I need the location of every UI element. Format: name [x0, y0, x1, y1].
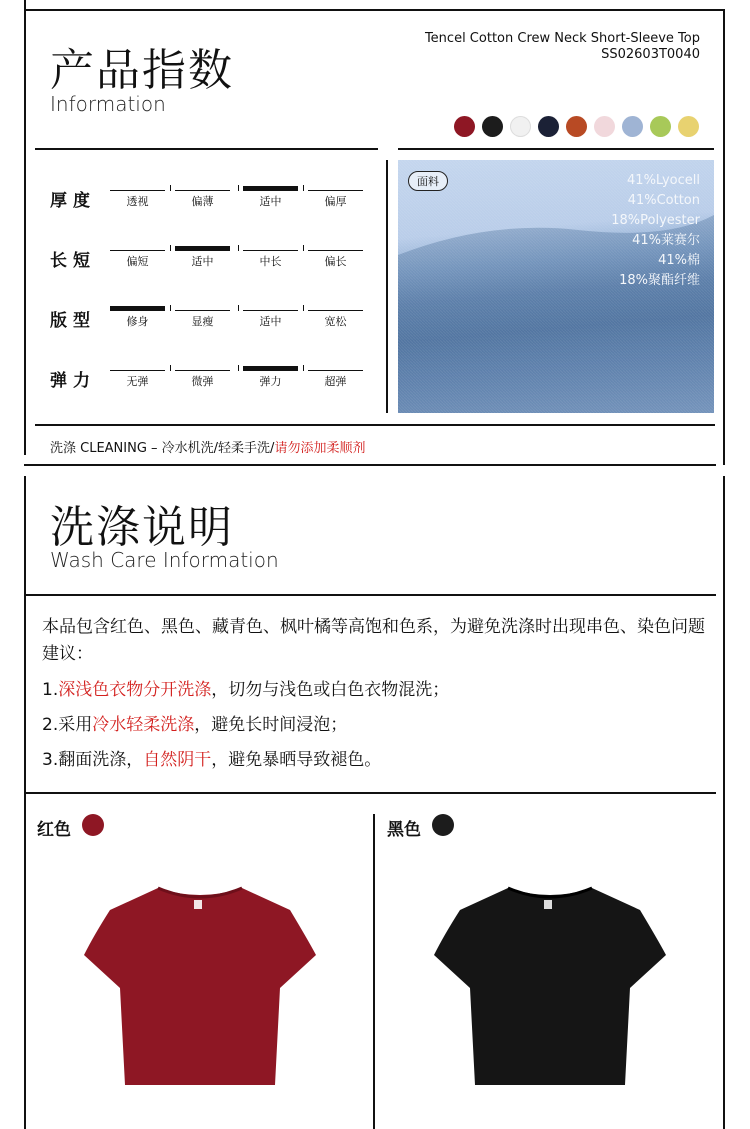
index-option — [175, 370, 230, 389]
info-divider-right — [398, 148, 714, 150]
wash-tip-3 — [42, 747, 381, 774]
index-option-label: 显瘦 — [191, 315, 214, 328]
index-bar — [110, 250, 165, 251]
index-option-label: 适中 — [191, 255, 214, 268]
color-swatch[interactable] — [650, 116, 671, 137]
index-tick — [170, 365, 171, 371]
fabric-image — [398, 160, 714, 413]
color-column-divider — [373, 814, 375, 1129]
fabric-composition — [611, 171, 700, 291]
cleaning-top-line — [35, 424, 715, 426]
wash-title-cn: 洗涤说明 — [50, 502, 234, 553]
tip3-highlight: 自然阴干 — [143, 750, 212, 770]
index-option — [308, 370, 363, 389]
index-option — [110, 306, 165, 329]
composition-line: 18%Polyester — [611, 213, 700, 228]
index-bar — [308, 190, 363, 191]
product-sku: SS02603T0040 — [601, 47, 700, 62]
composition-line: 41%Cotton — [627, 193, 700, 208]
index-option-label: 偏厚 — [324, 195, 347, 208]
frame-right-mid — [723, 476, 725, 1129]
index-tick — [238, 245, 239, 251]
info-divider-left — [35, 148, 378, 150]
tshirt-image-black[interactable] — [430, 880, 670, 1092]
wash-tip-1 — [42, 677, 449, 704]
index-option-label: 修身 — [126, 315, 149, 328]
color-swatch[interactable] — [622, 116, 643, 137]
index-tick — [238, 365, 239, 371]
index-option — [243, 366, 298, 389]
color-swatch[interactable] — [566, 116, 587, 137]
tip2-suffix: ，避免长时间浸泡； — [194, 715, 348, 735]
index-option-label: 宽松 — [324, 315, 347, 328]
frame-left-top — [24, 0, 26, 455]
wash-tip-2 — [42, 712, 347, 739]
tip1-prefix: 1. — [42, 680, 59, 700]
index-label: 长短 — [50, 251, 96, 271]
index-option-label: 偏薄 — [191, 195, 214, 208]
index-option — [175, 246, 230, 269]
index-label: 版型 — [50, 311, 96, 331]
index-bar — [175, 246, 230, 251]
index-tick — [303, 185, 304, 191]
tip2-highlight: 冷水轻柔洗涤 — [92, 715, 195, 735]
index-bar — [243, 366, 298, 371]
product-name: Tencel Cotton Crew Neck Short-Sleeve Top — [424, 31, 700, 46]
index-option-label: 适中 — [259, 195, 282, 208]
index-bar — [175, 310, 230, 311]
index-bar — [110, 190, 165, 191]
index-option-label: 弹力 — [259, 375, 282, 388]
index-option — [175, 190, 230, 209]
wash-title-en: Wash Care Information — [50, 548, 279, 572]
wash-intro: 本品包含红色、黑色、藏青色、枫叶橘等高饱和色系，为避免洗涤时出现串色、染色问题建议： — [42, 617, 705, 664]
composition-line: 41%棉 — [658, 253, 700, 268]
color-dot-red[interactable] — [82, 814, 104, 836]
info-title-cn: 产品指数 — [50, 45, 234, 96]
index-tick — [238, 305, 239, 311]
color-label-black: 黑色 — [387, 820, 421, 840]
color-swatch[interactable] — [538, 116, 559, 137]
index-option — [110, 190, 165, 209]
index-option-label: 偏短 — [126, 255, 149, 268]
product-info — [425, 31, 700, 63]
section-break-line — [24, 464, 716, 466]
index-tick — [238, 185, 239, 191]
index-option-label: 中长 — [259, 255, 282, 268]
index-option-label: 适中 — [259, 315, 282, 328]
cleaning-warning: 请勿添加柔顺剂 — [274, 441, 366, 456]
index-label: 弹力 — [50, 371, 96, 391]
index-bar — [175, 190, 230, 191]
index-tick — [170, 185, 171, 191]
color-swatch[interactable] — [594, 116, 615, 137]
index-option — [243, 250, 298, 269]
frame-left-mid — [24, 476, 26, 1129]
index-tick — [303, 245, 304, 251]
wash-bottom-line — [24, 792, 716, 794]
tip1-highlight: 深浅色衣物分开洗涤 — [58, 680, 212, 700]
index-bar — [308, 250, 363, 251]
index-bar — [308, 370, 363, 371]
index-option — [308, 250, 363, 269]
fabric-tag: 面料 — [408, 171, 448, 191]
frame-right-top — [723, 10, 725, 465]
index-option-label: 无弹 — [126, 375, 149, 388]
index-option — [110, 250, 165, 269]
index-bar — [175, 370, 230, 371]
index-tick — [170, 305, 171, 311]
index-option-label: 超弹 — [324, 375, 347, 388]
cleaning-text: 洗涤 CLEANING – 冷水机洗/轻柔手洗/ — [50, 441, 275, 456]
composition-line: 18%聚酯纤维 — [619, 273, 700, 288]
index-option — [110, 370, 165, 389]
wash-title-line — [24, 594, 716, 596]
frame-top-line — [24, 9, 725, 11]
tip3-prefix: 3.翻面洗涤， — [42, 750, 144, 770]
index-tick — [303, 365, 304, 371]
index-label: 厚度 — [50, 191, 96, 211]
color-swatch[interactable] — [678, 116, 699, 137]
index-bar — [243, 250, 298, 251]
info-title-en: Information — [50, 92, 166, 116]
index-bar — [110, 306, 165, 311]
index-option — [243, 310, 298, 329]
color-swatch[interactable] — [454, 116, 475, 137]
color-dot-black[interactable] — [432, 814, 454, 836]
index-option-label: 透视 — [126, 195, 149, 208]
index-option — [308, 310, 363, 329]
color-swatch[interactable] — [510, 116, 531, 137]
index-tick — [303, 305, 304, 311]
index-fabric-divider — [386, 160, 388, 413]
index-bar — [110, 370, 165, 371]
tip1-suffix: ，切勿与浅色或白色衣物混洗； — [211, 680, 450, 700]
tshirt-image-red[interactable] — [80, 880, 320, 1092]
index-option — [308, 190, 363, 209]
color-label-red: 红色 — [37, 820, 71, 840]
cleaning-instructions — [50, 437, 365, 456]
tip2-prefix: 2.采用 — [42, 715, 93, 735]
index-option-label: 微弹 — [191, 375, 214, 388]
composition-line: 41%莱赛尔 — [632, 233, 700, 248]
index-option-label: 偏长 — [324, 255, 347, 268]
index-tick — [170, 245, 171, 251]
color-swatch[interactable] — [482, 116, 503, 137]
index-option — [175, 310, 230, 329]
tip3-suffix: ，避免暴晒导致褪色。 — [211, 750, 382, 770]
index-bar — [243, 186, 298, 191]
index-bar — [308, 310, 363, 311]
composition-line: 41%Lyocell — [627, 173, 700, 188]
index-option — [243, 186, 298, 209]
index-bar — [243, 310, 298, 311]
